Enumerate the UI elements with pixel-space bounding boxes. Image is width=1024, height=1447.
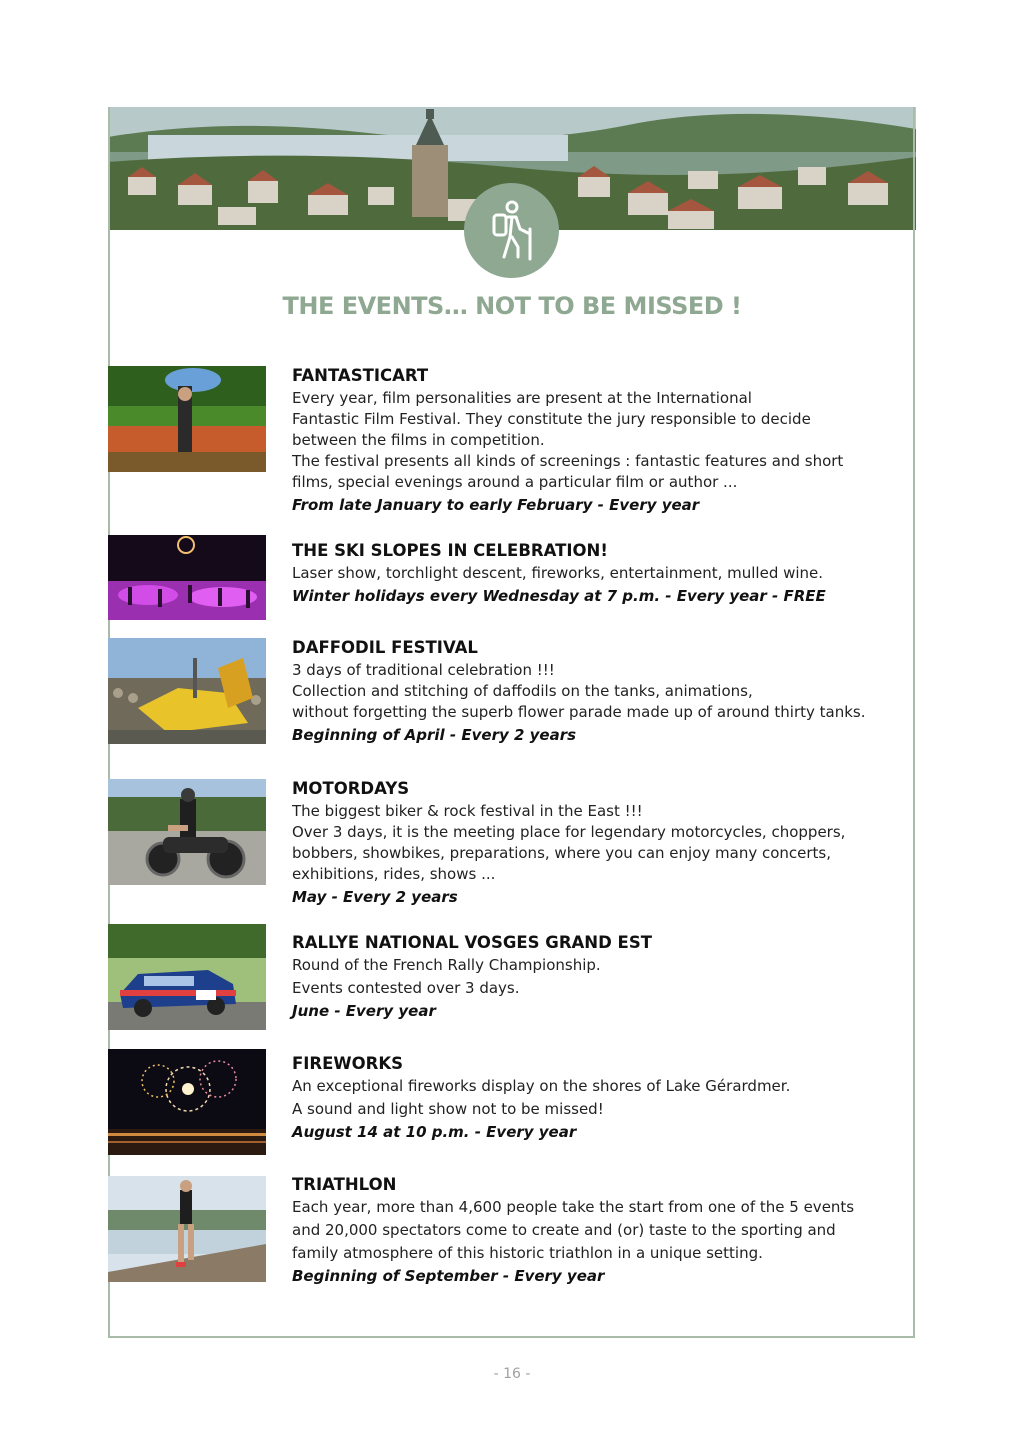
- event-date: Beginning of September - Every year: [292, 1267, 605, 1285]
- event-line: exhibitions, rides, shows ...: [292, 865, 496, 883]
- event-title: DAFFODIL FESTIVAL: [292, 638, 478, 657]
- event-date: Winter holidays every Wednesday at 7 p.m. - Every year - FREE: [292, 587, 826, 605]
- hiker-badge: [464, 183, 559, 278]
- event-line: Collection and stitching of daffodils on the tanks, animations,: [292, 682, 753, 700]
- page-number: - 16 -: [493, 1366, 531, 1382]
- event-line: Events contested over 3 days.: [292, 979, 520, 997]
- event-line: A sound and light show not to be missed!: [292, 1100, 604, 1118]
- event-line: An exceptional fireworks display on the shores of Lake Gérardmer.: [292, 1077, 791, 1095]
- event-title: MOTORDAYS: [292, 779, 410, 798]
- event-date: From late January to early February - Every year: [292, 496, 700, 514]
- night-show-photo: [108, 535, 266, 620]
- event-title: FANTASTICART: [292, 366, 429, 385]
- event-line: Fantastic Film Festival. They constitute the jury responsible to decide: [292, 410, 811, 428]
- event-line: films, special evenings around a particular film or author ...: [292, 473, 738, 491]
- event-line: and 20,000 spectators come to create and (or) taste to the sporting and: [292, 1221, 836, 1239]
- event-title: RALLYE NATIONAL VOSGES GRAND EST: [292, 933, 652, 952]
- event-date: May - Every 2 years: [292, 888, 458, 906]
- film-festival-stage-photo: [108, 366, 266, 472]
- event-line: Round of the French Rally Championship.: [292, 956, 601, 974]
- event-date: Beginning of April - Every 2 years: [292, 726, 577, 744]
- triathlon-runner-photo: [108, 1176, 266, 1282]
- event-line: bobbers, showbikes, preparations, where you can enjoy many concerts,: [292, 844, 832, 862]
- flower-parade-photo: [108, 638, 266, 744]
- fireworks-photo: [108, 1049, 266, 1155]
- event-line: Laser show, torchlight descent, fireworks, entertainment, mulled wine.: [292, 564, 824, 582]
- event-line: The biggest biker & rock festival in the East !!!: [292, 802, 643, 820]
- event-line: 3 days of traditional celebration !!!: [292, 661, 555, 679]
- event-date: August 14 at 10 p.m. - Every year: [292, 1123, 577, 1141]
- event-title: FIREWORKS: [292, 1054, 403, 1073]
- event-line: between the films in competition.: [292, 431, 545, 449]
- event-line: Every year, film personalities are present at the International: [292, 389, 752, 407]
- event-line: family atmosphere of this historic triathlon in a unique setting.: [292, 1244, 763, 1262]
- event-line: Over 3 days, it is the meeting place for legendary motorcycles, choppers,: [292, 823, 846, 841]
- hiker-icon: [484, 199, 540, 263]
- event-title: TRIATHLON: [292, 1175, 397, 1194]
- event-date: June - Every year: [292, 1002, 436, 1020]
- event-title: THE SKI SLOPES IN CELEBRATION!: [292, 541, 608, 560]
- event-line: without forgetting the superb flower parade made up of around thirty tanks.: [292, 703, 866, 721]
- motorcycle-photo: [108, 779, 266, 885]
- event-line: Each year, more than 4,600 people take the start from one of the 5 events: [292, 1198, 855, 1216]
- event-line: The festival presents all kinds of screenings : fantastic features and short: [292, 452, 844, 470]
- page-title: THE EVENTS… NOT TO BE MISSED !: [282, 292, 742, 320]
- rally-car-photo: [108, 924, 266, 1030]
